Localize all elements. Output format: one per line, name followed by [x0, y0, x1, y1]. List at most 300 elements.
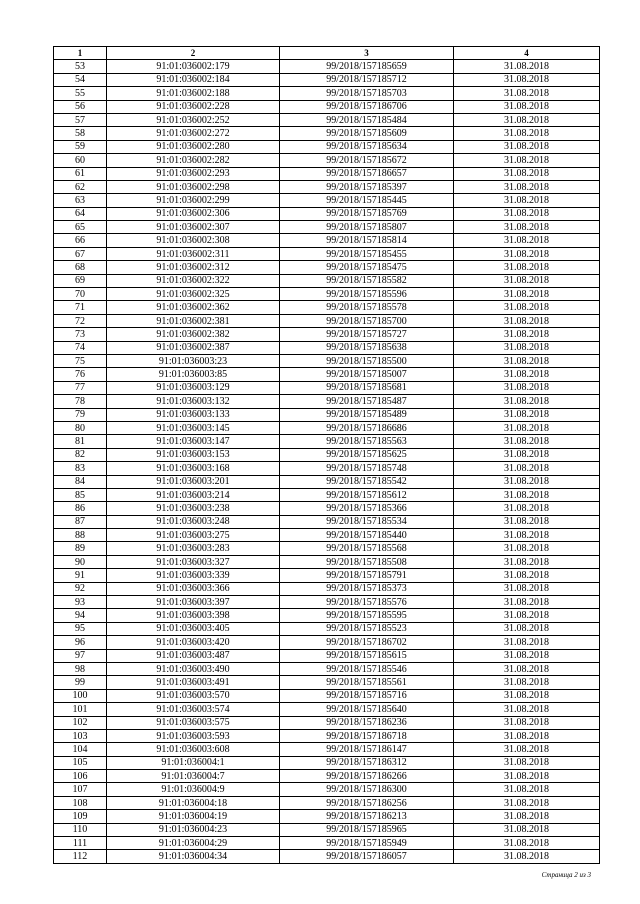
- table-row: [54, 743, 600, 756]
- table-row: [54, 328, 600, 341]
- registration-number-cell: 99/2018/157185609: [280, 127, 454, 140]
- row-number-cell: 67: [54, 247, 107, 260]
- table-row: [54, 636, 600, 649]
- registration-number-cell: 99/2018/157185445: [280, 194, 454, 207]
- date-cell: 31.08.2018: [454, 582, 600, 595]
- date-cell: 31.08.2018: [454, 796, 600, 809]
- date-cell: 31.08.2018: [454, 703, 600, 716]
- date-cell: 31.08.2018: [454, 462, 600, 475]
- date-cell: 31.08.2018: [454, 435, 600, 448]
- registration-number-cell: 99/2018/157185440: [280, 529, 454, 542]
- registration-number-cell: 99/2018/157185807: [280, 221, 454, 234]
- date-cell: 31.08.2018: [454, 850, 600, 863]
- cadastral-number-cell: 91:01:036003:339: [107, 569, 280, 582]
- registration-number-cell: 99/2018/157185634: [280, 140, 454, 153]
- table-row: [54, 609, 600, 622]
- date-cell: 31.08.2018: [454, 636, 600, 649]
- registration-number-cell: 99/2018/157185542: [280, 475, 454, 488]
- row-number-cell: 83: [54, 462, 107, 475]
- table-row: [54, 770, 600, 783]
- table-row: [54, 810, 600, 823]
- row-number-cell: 55: [54, 87, 107, 100]
- row-number-cell: 96: [54, 636, 107, 649]
- cadastral-number-cell: 91:01:036003:420: [107, 636, 280, 649]
- table-row: [54, 796, 600, 809]
- registration-number-cell: 99/2018/157185489: [280, 408, 454, 421]
- registration-number-cell: 99/2018/157185703: [280, 87, 454, 100]
- cadastral-number-cell: 91:01:036002:299: [107, 194, 280, 207]
- table-row: [54, 676, 600, 689]
- date-cell: 31.08.2018: [454, 488, 600, 501]
- table-row: [54, 837, 600, 850]
- row-number-cell: 93: [54, 596, 107, 609]
- registration-number-cell: 99/2018/157185475: [280, 261, 454, 274]
- cadastral-number-cell: 91:01:036003:405: [107, 622, 280, 635]
- table-row: [54, 582, 600, 595]
- cadastral-number-cell: 91:01:036003:238: [107, 502, 280, 515]
- table-row: [54, 649, 600, 662]
- row-number-cell: 76: [54, 368, 107, 381]
- cadastral-number-cell: 91:01:036003:85: [107, 368, 280, 381]
- date-cell: 31.08.2018: [454, 274, 600, 287]
- registration-number-cell: 99/2018/157186266: [280, 770, 454, 783]
- table-row: [54, 529, 600, 542]
- date-cell: 31.08.2018: [454, 180, 600, 193]
- row-number-cell: 107: [54, 783, 107, 796]
- row-number-cell: 91: [54, 569, 107, 582]
- row-number-cell: 85: [54, 488, 107, 501]
- row-number-cell: 101: [54, 703, 107, 716]
- date-cell: 31.08.2018: [454, 743, 600, 756]
- row-number-cell: 90: [54, 555, 107, 568]
- registration-number-cell: 99/2018/157185546: [280, 662, 454, 675]
- table-row: [54, 341, 600, 354]
- row-number-cell: 106: [54, 770, 107, 783]
- table-row: [54, 140, 600, 153]
- registration-number-cell: 99/2018/157185582: [280, 274, 454, 287]
- registration-number-cell: 99/2018/157186300: [280, 783, 454, 796]
- date-cell: 31.08.2018: [454, 60, 600, 73]
- row-number-cell: 111: [54, 837, 107, 850]
- cadastral-number-cell: 91:01:036004:23: [107, 823, 280, 836]
- cadastral-number-cell: 91:01:036003:570: [107, 689, 280, 702]
- table-row: [54, 850, 600, 863]
- table-row: [54, 207, 600, 220]
- table-row: [54, 542, 600, 555]
- date-cell: 31.08.2018: [454, 100, 600, 113]
- cadastral-number-cell: 91:01:036004:19: [107, 810, 280, 823]
- table-row: [54, 823, 600, 836]
- registration-number-cell: 99/2018/157185949: [280, 837, 454, 850]
- row-number-cell: 66: [54, 234, 107, 247]
- row-number-cell: 71: [54, 301, 107, 314]
- date-cell: 31.08.2018: [454, 823, 600, 836]
- cadastral-number-cell: 91:01:036002:179: [107, 60, 280, 73]
- registration-number-cell: 99/2018/157185615: [280, 649, 454, 662]
- cadastral-number-cell: 91:01:036004:34: [107, 850, 280, 863]
- row-number-cell: 82: [54, 448, 107, 461]
- cadastral-number-cell: 91:01:036003:575: [107, 716, 280, 729]
- row-number-cell: 86: [54, 502, 107, 515]
- table-row: [54, 274, 600, 287]
- cadastral-number-cell: 91:01:036002:298: [107, 180, 280, 193]
- row-number-cell: 56: [54, 100, 107, 113]
- date-cell: 31.08.2018: [454, 234, 600, 247]
- cadastral-number-cell: 91:01:036002:308: [107, 234, 280, 247]
- table-row: [54, 488, 600, 501]
- cadastral-number-cell: 91:01:036003:283: [107, 542, 280, 555]
- date-cell: 31.08.2018: [454, 502, 600, 515]
- cadastral-number-cell: 91:01:036002:184: [107, 73, 280, 86]
- registration-number-cell: 99/2018/157186213: [280, 810, 454, 823]
- registration-number-cell: 99/2018/157185373: [280, 582, 454, 595]
- registration-number-cell: 99/2018/157185366: [280, 502, 454, 515]
- row-number-cell: 98: [54, 662, 107, 675]
- row-number-cell: 84: [54, 475, 107, 488]
- registration-number-cell: 99/2018/157185712: [280, 73, 454, 86]
- cadastral-number-cell: 91:01:036002:311: [107, 247, 280, 260]
- registration-number-cell: 99/2018/157185523: [280, 622, 454, 635]
- date-cell: 31.08.2018: [454, 622, 600, 635]
- table-row: [54, 783, 600, 796]
- cadastral-number-cell: 91:01:036002:312: [107, 261, 280, 274]
- cadastral-number-cell: 91:01:036004:29: [107, 837, 280, 850]
- table-row: [54, 716, 600, 729]
- cadastral-number-cell: 91:01:036002:381: [107, 314, 280, 327]
- registration-number-cell: 99/2018/157186256: [280, 796, 454, 809]
- cadastral-number-cell: 91:01:036002:282: [107, 154, 280, 167]
- registration-number-cell: 99/2018/157185625: [280, 448, 454, 461]
- cadastral-number-cell: 91:01:036002:382: [107, 328, 280, 341]
- registration-number-cell: 99/2018/157186686: [280, 421, 454, 434]
- cadastral-number-cell: 91:01:036003:201: [107, 475, 280, 488]
- registration-number-cell: 99/2018/157185700: [280, 314, 454, 327]
- date-cell: 31.08.2018: [454, 154, 600, 167]
- page-number-footer: Страница 2 из 3: [541, 871, 591, 879]
- date-cell: 31.08.2018: [454, 649, 600, 662]
- table-row: [54, 368, 600, 381]
- date-cell: 31.08.2018: [454, 247, 600, 260]
- date-cell: 31.08.2018: [454, 194, 600, 207]
- table-row: [54, 689, 600, 702]
- date-cell: 31.08.2018: [454, 555, 600, 568]
- cadastral-number-cell: 91:01:036002:293: [107, 167, 280, 180]
- cadastral-number-cell: 91:01:036003:490: [107, 662, 280, 675]
- cadastral-number-cell: 91:01:036004:9: [107, 783, 280, 796]
- row-number-cell: 57: [54, 113, 107, 126]
- table-row: [54, 127, 600, 140]
- row-number-cell: 78: [54, 395, 107, 408]
- cadastral-number-cell: 91:01:036002:228: [107, 100, 280, 113]
- table-row: [54, 87, 600, 100]
- date-cell: 31.08.2018: [454, 381, 600, 394]
- cadastral-number-cell: 91:01:036003:132: [107, 395, 280, 408]
- cadastral-number-cell: 91:01:036003:133: [107, 408, 280, 421]
- table-row: [54, 448, 600, 461]
- date-cell: 31.08.2018: [454, 689, 600, 702]
- registration-number-cell: 99/2018/157186718: [280, 729, 454, 742]
- date-cell: 31.08.2018: [454, 261, 600, 274]
- row-number-cell: 102: [54, 716, 107, 729]
- registration-number-cell: 99/2018/157185578: [280, 301, 454, 314]
- registration-number-cell: 99/2018/157185484: [280, 113, 454, 126]
- row-number-cell: 104: [54, 743, 107, 756]
- cadastral-number-cell: 91:01:036003:366: [107, 582, 280, 595]
- registration-number-cell: 99/2018/157185563: [280, 435, 454, 448]
- registration-number-cell: 99/2018/157185672: [280, 154, 454, 167]
- cadastral-number-cell: 91:01:036003:608: [107, 743, 280, 756]
- row-number-cell: 81: [54, 435, 107, 448]
- date-cell: 31.08.2018: [454, 288, 600, 301]
- row-number-cell: 88: [54, 529, 107, 542]
- row-number-cell: 105: [54, 756, 107, 769]
- table-row: [54, 301, 600, 314]
- table-row: [54, 167, 600, 180]
- registration-number-cell: 99/2018/157185534: [280, 515, 454, 528]
- registration-number-cell: 99/2018/157185716: [280, 689, 454, 702]
- table-row: [54, 462, 600, 475]
- cadastral-number-cell: 91:01:036003:145: [107, 421, 280, 434]
- date-cell: 31.08.2018: [454, 354, 600, 367]
- table-row: [54, 73, 600, 86]
- table-row: [54, 756, 600, 769]
- row-number-cell: 53: [54, 60, 107, 73]
- cadastral-number-cell: 91:01:036004:7: [107, 770, 280, 783]
- row-number-cell: 74: [54, 341, 107, 354]
- table-row: [54, 703, 600, 716]
- row-number-cell: 79: [54, 408, 107, 421]
- registration-number-cell: 99/2018/157185500: [280, 354, 454, 367]
- table-row: [54, 221, 600, 234]
- table-row: [54, 354, 600, 367]
- registration-number-cell: 99/2018/157185561: [280, 676, 454, 689]
- table-body: [54, 60, 600, 863]
- cadastral-number-cell: 91:01:036003:397: [107, 596, 280, 609]
- row-number-cell: 61: [54, 167, 107, 180]
- date-cell: 31.08.2018: [454, 770, 600, 783]
- cadastral-number-cell: 91:01:036002:325: [107, 288, 280, 301]
- cadastral-number-cell: 91:01:036003:153: [107, 448, 280, 461]
- registration-number-cell: 99/2018/157185397: [280, 180, 454, 193]
- row-number-cell: 95: [54, 622, 107, 635]
- row-number-cell: 108: [54, 796, 107, 809]
- table-row: [54, 113, 600, 126]
- table-row: [54, 555, 600, 568]
- registration-number-cell: 99/2018/157185965: [280, 823, 454, 836]
- date-cell: 31.08.2018: [454, 662, 600, 675]
- registration-number-cell: 99/2018/157186312: [280, 756, 454, 769]
- date-cell: 31.08.2018: [454, 167, 600, 180]
- cadastral-number-cell: 91:01:036003:129: [107, 381, 280, 394]
- row-number-cell: 92: [54, 582, 107, 595]
- date-cell: 31.08.2018: [454, 408, 600, 421]
- registration-number-cell: 99/2018/157185659: [280, 60, 454, 73]
- row-number-cell: 99: [54, 676, 107, 689]
- date-cell: 31.08.2018: [454, 127, 600, 140]
- row-number-cell: 64: [54, 207, 107, 220]
- table-row: [54, 515, 600, 528]
- cadastral-number-cell: 91:01:036003:248: [107, 515, 280, 528]
- date-cell: 31.08.2018: [454, 207, 600, 220]
- date-cell: 31.08.2018: [454, 301, 600, 314]
- row-number-cell: 69: [54, 274, 107, 287]
- table-row: [54, 435, 600, 448]
- date-cell: 31.08.2018: [454, 729, 600, 742]
- registration-number-cell: 99/2018/157186057: [280, 850, 454, 863]
- registration-number-cell: 99/2018/157186657: [280, 167, 454, 180]
- cadastral-number-cell: 91:01:036004:1: [107, 756, 280, 769]
- date-cell: 31.08.2018: [454, 87, 600, 100]
- row-number-cell: 65: [54, 221, 107, 234]
- table-row: [54, 662, 600, 675]
- row-number-cell: 59: [54, 140, 107, 153]
- column-header-number: 1: [54, 47, 107, 60]
- date-cell: 31.08.2018: [454, 783, 600, 796]
- date-cell: 31.08.2018: [454, 368, 600, 381]
- registration-number-cell: 99/2018/157185769: [280, 207, 454, 220]
- registration-number-cell: 99/2018/157185748: [280, 462, 454, 475]
- date-cell: 31.08.2018: [454, 73, 600, 86]
- registration-number-cell: 99/2018/157185568: [280, 542, 454, 555]
- date-cell: 31.08.2018: [454, 542, 600, 555]
- cadastral-number-cell: 91:01:036003:214: [107, 488, 280, 501]
- registration-number-cell: 99/2018/157185814: [280, 234, 454, 247]
- row-number-cell: 73: [54, 328, 107, 341]
- row-number-cell: 63: [54, 194, 107, 207]
- date-cell: 31.08.2018: [454, 448, 600, 461]
- registration-number-cell: 99/2018/157185791: [280, 569, 454, 582]
- table-row: [54, 395, 600, 408]
- date-cell: 31.08.2018: [454, 756, 600, 769]
- cadastral-number-cell: 91:01:036003:398: [107, 609, 280, 622]
- date-cell: 31.08.2018: [454, 475, 600, 488]
- registration-number-cell: 99/2018/157185638: [280, 341, 454, 354]
- date-cell: 31.08.2018: [454, 837, 600, 850]
- row-number-cell: 112: [54, 850, 107, 863]
- row-number-cell: 110: [54, 823, 107, 836]
- row-number-cell: 94: [54, 609, 107, 622]
- row-number-cell: 109: [54, 810, 107, 823]
- date-cell: 31.08.2018: [454, 676, 600, 689]
- table-row: [54, 596, 600, 609]
- table-row: [54, 60, 600, 73]
- table-row: [54, 234, 600, 247]
- row-number-cell: 75: [54, 354, 107, 367]
- table-row: [54, 247, 600, 260]
- date-cell: 31.08.2018: [454, 221, 600, 234]
- date-cell: 31.08.2018: [454, 515, 600, 528]
- registration-number-cell: 99/2018/157185007: [280, 368, 454, 381]
- registration-number-cell: 99/2018/157185487: [280, 395, 454, 408]
- date-cell: 31.08.2018: [454, 140, 600, 153]
- row-number-cell: 77: [54, 381, 107, 394]
- date-cell: 31.08.2018: [454, 113, 600, 126]
- date-cell: 31.08.2018: [454, 314, 600, 327]
- cadastral-number-cell: 91:01:036002:188: [107, 87, 280, 100]
- date-cell: 31.08.2018: [454, 810, 600, 823]
- registration-number-cell: 99/2018/157186706: [280, 100, 454, 113]
- registration-number-cell: 99/2018/157185727: [280, 328, 454, 341]
- row-number-cell: 60: [54, 154, 107, 167]
- table-row: [54, 569, 600, 582]
- cadastral-number-cell: 91:01:036003:574: [107, 703, 280, 716]
- registration-number-cell: 99/2018/157185576: [280, 596, 454, 609]
- cadastral-number-cell: 91:01:036002:272: [107, 127, 280, 140]
- cadastral-number-cell: 91:01:036002:387: [107, 341, 280, 354]
- cadastral-number-cell: 91:01:036002:306: [107, 207, 280, 220]
- date-cell: 31.08.2018: [454, 716, 600, 729]
- cadastral-number-cell: 91:01:036003:147: [107, 435, 280, 448]
- date-cell: 31.08.2018: [454, 596, 600, 609]
- table-row: [54, 154, 600, 167]
- registration-number-cell: 99/2018/157185508: [280, 555, 454, 568]
- date-cell: 31.08.2018: [454, 341, 600, 354]
- cadastral-number-cell: 91:01:036004:18: [107, 796, 280, 809]
- table-row: [54, 381, 600, 394]
- column-header-cadastral-number: 2: [107, 47, 280, 60]
- table-row: [54, 100, 600, 113]
- registration-number-cell: 99/2018/157185640: [280, 703, 454, 716]
- registration-number-cell: 99/2018/157185596: [280, 288, 454, 301]
- row-number-cell: 80: [54, 421, 107, 434]
- cadastral-number-cell: 91:01:036003:593: [107, 729, 280, 742]
- table-row: [54, 502, 600, 515]
- cadastral-number-cell: 91:01:036002:252: [107, 113, 280, 126]
- date-cell: 31.08.2018: [454, 328, 600, 341]
- cadastral-number-cell: 91:01:036003:487: [107, 649, 280, 662]
- date-cell: 31.08.2018: [454, 421, 600, 434]
- date-cell: 31.08.2018: [454, 609, 600, 622]
- table-row: [54, 180, 600, 193]
- column-header-registration-number: 3: [280, 47, 454, 60]
- table-row: [54, 408, 600, 421]
- table-row: [54, 475, 600, 488]
- cadastral-number-cell: 91:01:036003:327: [107, 555, 280, 568]
- table-row: [54, 194, 600, 207]
- registry-table: [53, 46, 600, 864]
- cadastral-number-cell: 91:01:036003:23: [107, 354, 280, 367]
- table-row: [54, 622, 600, 635]
- table-row: [54, 729, 600, 742]
- header-row: [54, 47, 600, 60]
- registration-number-cell: 99/2018/157185681: [280, 381, 454, 394]
- row-number-cell: 70: [54, 288, 107, 301]
- table-row: [54, 421, 600, 434]
- cadastral-number-cell: 91:01:036002:280: [107, 140, 280, 153]
- registration-number-cell: 99/2018/157186236: [280, 716, 454, 729]
- registration-number-cell: 99/2018/157186702: [280, 636, 454, 649]
- row-number-cell: 68: [54, 261, 107, 274]
- row-number-cell: 100: [54, 689, 107, 702]
- cadastral-number-cell: 91:01:036002:307: [107, 221, 280, 234]
- table-row: [54, 288, 600, 301]
- row-number-cell: 89: [54, 542, 107, 555]
- row-number-cell: 87: [54, 515, 107, 528]
- table-row: [54, 314, 600, 327]
- cadastral-number-cell: 91:01:036002:322: [107, 274, 280, 287]
- date-cell: 31.08.2018: [454, 569, 600, 582]
- row-number-cell: 103: [54, 729, 107, 742]
- registration-number-cell: 99/2018/157185455: [280, 247, 454, 260]
- date-cell: 31.08.2018: [454, 395, 600, 408]
- column-header-date: 4: [454, 47, 600, 60]
- registration-number-cell: 99/2018/157186147: [280, 743, 454, 756]
- registration-number-cell: 99/2018/157185595: [280, 609, 454, 622]
- cadastral-number-cell: 91:01:036003:275: [107, 529, 280, 542]
- row-number-cell: 58: [54, 127, 107, 140]
- table-row: [54, 261, 600, 274]
- date-cell: 31.08.2018: [454, 529, 600, 542]
